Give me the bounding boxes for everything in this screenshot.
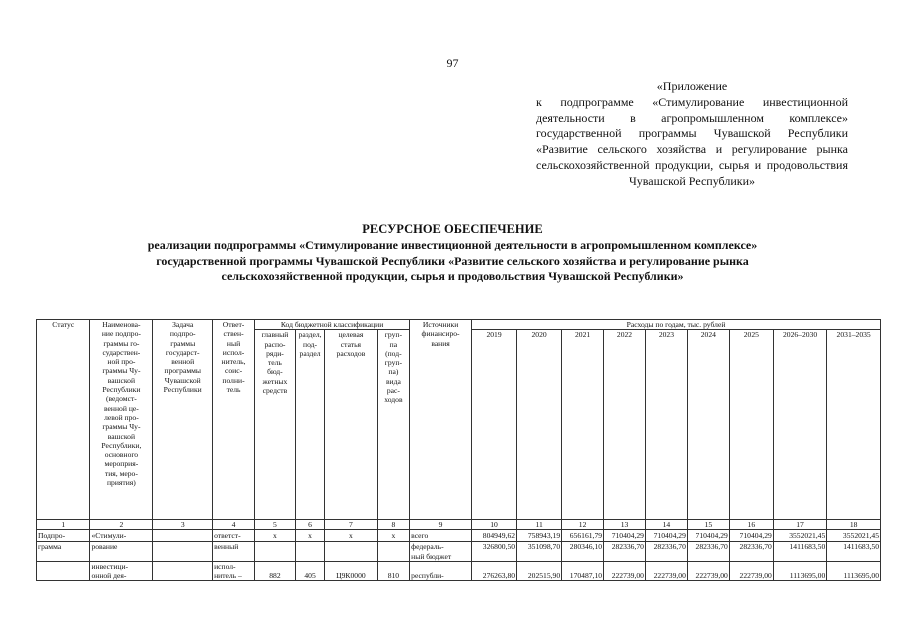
row-code-rzpr: x [295, 530, 324, 542]
row-task [153, 530, 213, 542]
column-number: 14 [645, 520, 687, 530]
row-executor: испол- нитель – [213, 561, 255, 581]
row-value: 1411683,50 [827, 542, 881, 562]
column-number: 3 [153, 520, 213, 530]
header-vr: груп- па (под- груп- па) вида рас- ходов [377, 330, 410, 520]
row-value: 710404,29 [645, 530, 687, 542]
column-number: 10 [472, 520, 517, 530]
row-task [153, 561, 213, 581]
column-number: 16 [729, 520, 773, 530]
row-value: 656161,79 [562, 530, 604, 542]
header-year: 2019 [472, 330, 517, 520]
column-number: 13 [604, 520, 646, 530]
row-status [37, 561, 90, 581]
row-value: 710404,29 [687, 530, 729, 542]
row-value: 351098,70 [517, 542, 562, 562]
row-value: 710404,29 [604, 530, 646, 542]
table-row [37, 542, 881, 562]
row-source: всего [410, 530, 472, 542]
row-value: 1411683,50 [773, 542, 826, 562]
header-task: Задача подпро- граммы государст- венной программы Чувашской Республики [153, 320, 213, 520]
header-rzpr: раздел, под- раздел [295, 330, 324, 520]
row-code-csr: Ц9К0000 [325, 561, 377, 581]
row-code-csr: x [325, 530, 377, 542]
title-line-3: сельскохозяйственной продукции, сырья и продовольствия Чувашской Республики» [221, 269, 684, 284]
row-value: 804949,62 [472, 530, 517, 542]
page-number: 97 [446, 56, 459, 70]
header-grbs: главный распо- ряди- тель бюд- жетных средств [255, 330, 296, 520]
column-number: 17 [773, 520, 826, 530]
row-executor: венный [213, 542, 255, 562]
header-year: 2024 [687, 330, 729, 520]
row-value: 758943,19 [517, 530, 562, 542]
header-year: 2022 [604, 330, 646, 520]
row-status: Подпро- [37, 530, 90, 542]
column-number: 9 [410, 520, 472, 530]
row-task [153, 542, 213, 562]
column-number: 7 [325, 520, 377, 530]
row-code-grbs: x [255, 530, 296, 542]
column-number: 5 [255, 520, 296, 530]
row-value: 3552021,45 [827, 530, 881, 542]
row-source: республи- [410, 561, 472, 581]
row-value: 282336,70 [604, 542, 646, 562]
row-value: 710404,29 [729, 530, 773, 542]
header-year: 2026–2030 [773, 330, 826, 520]
document-title [60, 222, 845, 285]
header-year: 2020 [517, 330, 562, 520]
header-year: 2025 [729, 330, 773, 520]
header-expenses: Расходы по годам, тыс. рублей [472, 320, 881, 330]
row-value: 1113695,00 [827, 561, 881, 581]
header-year: 2023 [645, 330, 687, 520]
header-year: 2031–2035 [827, 330, 881, 520]
row-name: рование [90, 542, 153, 562]
column-number: 12 [562, 520, 604, 530]
resource-table [36, 319, 881, 581]
row-value: 282336,70 [645, 542, 687, 562]
row-code-vr: 810 [377, 561, 410, 581]
appendix-body: к подпрограмме «Стимулирование инвестиционной деятельности в агропромышленном комплексе» государственной программы Чувашской Республики «Развитие сельского хозяйства и регулирование рынка сельскохозяйственной продукции, сырья и продовольствия Чувашской Республики» [536, 94, 848, 188]
appendix-note [536, 79, 848, 190]
column-number-row [37, 520, 881, 530]
row-name: инвестици- онной дея- [90, 561, 153, 581]
header-status: Статус [37, 320, 90, 520]
header-sources: Источники финансиро- вания [410, 320, 472, 520]
title-main: РЕСУРСНОЕ ОБЕСПЕЧЕНИЕ [362, 222, 543, 236]
header-executor: Ответ- ствен- ный испол- нитель, соис- полни- тель [213, 320, 255, 520]
column-number: 11 [517, 520, 562, 530]
table-row [37, 530, 881, 542]
row-value: 282336,70 [687, 542, 729, 562]
row-value: 202515,90 [517, 561, 562, 581]
column-number: 18 [827, 520, 881, 530]
row-executor: ответст- [213, 530, 255, 542]
row-value: 280346,10 [562, 542, 604, 562]
column-number: 6 [295, 520, 324, 530]
column-number: 1 [37, 520, 90, 530]
row-name: «Стимули- [90, 530, 153, 542]
row-code-csr [325, 542, 377, 562]
row-value: 222739,00 [645, 561, 687, 581]
header-csr: целевая статья расходов [325, 330, 377, 520]
row-value: 222739,00 [729, 561, 773, 581]
header-year: 2021 [562, 330, 604, 520]
row-value: 1113695,00 [773, 561, 826, 581]
row-value: 222739,00 [687, 561, 729, 581]
row-value: 222739,00 [604, 561, 646, 581]
row-value: 170487,10 [562, 561, 604, 581]
column-number: 2 [90, 520, 153, 530]
column-number: 4 [213, 520, 255, 530]
title-line-1: реализации подпрограммы «Стимулирование инвестиционной деятельности в агропромышленном комплексе» [147, 237, 758, 252]
row-code-grbs [255, 542, 296, 562]
row-code-vr: x [377, 530, 410, 542]
column-number: 8 [377, 520, 410, 530]
table-row [37, 561, 881, 581]
row-code-rzpr [295, 542, 324, 562]
header-row-top [37, 320, 881, 330]
row-value: 282336,70 [729, 542, 773, 562]
row-value: 326800,50 [472, 542, 517, 562]
title-line-2: государственной программы Чувашской Республики «Развитие сельского хозяйства и регулирование рынка [156, 253, 749, 268]
row-value: 276263,80 [472, 561, 517, 581]
header-name: Наименова- ние подпро- граммы го- сударствен- ной про- граммы Чу- вашской Республики (ведомст- венной це- левой про- граммы Чу- вашской Республики, основного мероприя- тия, меро- приятия) [90, 320, 153, 520]
row-source: федераль- ный бюджет [410, 542, 472, 562]
header-budget-code: Код бюджетной классификации [255, 320, 410, 330]
row-status: грамма [37, 542, 90, 562]
row-value: 3552021,45 [773, 530, 826, 542]
row-code-rzpr: 405 [295, 561, 324, 581]
row-code-grbs: 882 [255, 561, 296, 581]
appendix-heading: «Приложение [656, 79, 728, 93]
row-code-vr [377, 542, 410, 562]
column-number: 15 [687, 520, 729, 530]
